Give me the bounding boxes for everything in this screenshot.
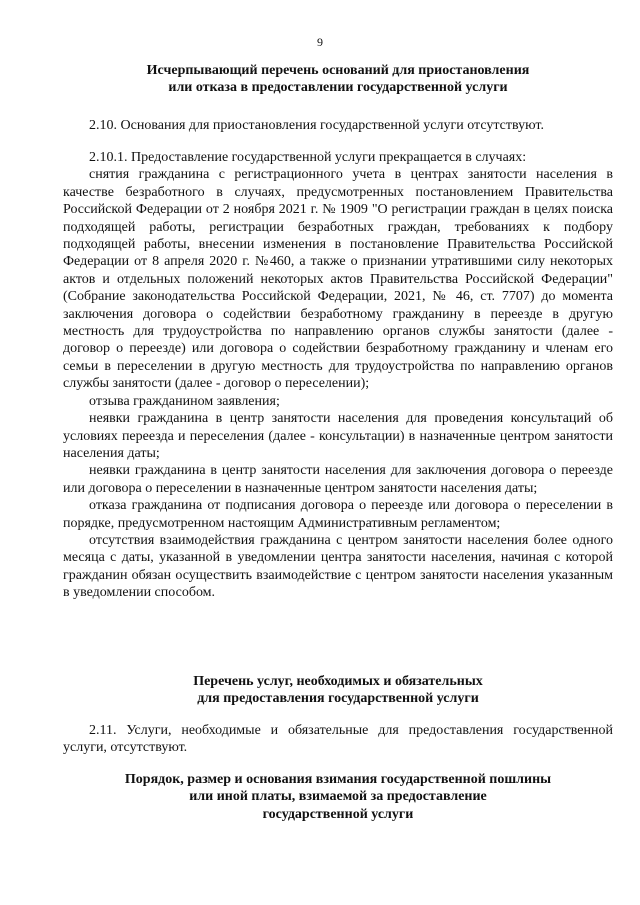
case-item: отзыва гражданином заявления; bbox=[89, 393, 280, 409]
case-item: отсутствия взаимодействия гражданина с центром занятости населения более одного месяца с даты, указанной в уведомлении центра занятости населения, начиная с которой гражданин обязан осуществить взаимодействие с центром занятости населения указанным в уведомлении способом. bbox=[63, 532, 613, 601]
case-item: неявки гражданина в центр занятости населения для проведения консультаций об условиях переезда и переселения (далее - консультации) в назначенные центром занятости населения даты; bbox=[63, 411, 613, 461]
section1-heading bbox=[63, 62, 613, 97]
paragraph-2-10-1-block bbox=[63, 149, 613, 602]
section1-heading-line2: или отказа в предоставлении государственной услуги bbox=[168, 80, 508, 96]
section1-heading-line1: Исчерпывающий перечень оснований для приостановления bbox=[146, 63, 530, 78]
paragraph-2-11-block bbox=[63, 722, 613, 757]
section2-heading bbox=[63, 673, 613, 708]
page-number: 9 bbox=[317, 35, 323, 49]
section3-heading-line3: государственной услуги bbox=[262, 806, 414, 822]
case-item: неявки гражданина в центр занятости населения для заключения договора о переезде или договора о переселении в назначенные центром занятости населения даты; bbox=[63, 463, 613, 496]
paragraph-2-10-1: 2.10.1. Предоставление государственной услуги прекращается в случаях: bbox=[89, 150, 527, 165]
paragraph-2-10: 2.10. Основания для приостановления государственной услуги отсутствуют. bbox=[89, 118, 544, 133]
case-item: отказа гражданина от подписания договора о переезде или договора о переселении в порядке, предусмотренном настоящим Административным регламентом; bbox=[63, 498, 613, 531]
section3-heading-line1: Порядок, размер и основания взимания государственной пошлины bbox=[124, 772, 552, 787]
paragraph-2-10-block bbox=[63, 117, 613, 134]
case-item: снятия гражданина с регистрационного учета в центрах занятости населения в качестве безработного в случаях, предусмотренных постановлением Правительства Российской Федерации от 2 ноября 2021 г. № 1909 "О регистрации граждан в целях поиска подходящей работы, регистрации безработных граждан, требованиях к подбору подходящей работы, внесении изменения в постановление Правительства Российской Федерации от 8 апреля 2020 г. №460, а также о признании утратившими силу некоторых актов и отдельных положений некоторых актов Правительства Российской Федерации" (Собрание законодательства Российской Федерации, 2021, № 46, ст. 7707) до момента заключения договора о содействии безработному гражданину в переезде в другую местность для трудоустройства по направлению органов службы занятости (далее - договор о переезде) или договора о содействии безработному гражданину и членам его семьи в переселении в другую местность для трудоустройства по направлению органов службы занятости (далее - договор о переселении); bbox=[63, 167, 613, 392]
section3-heading-line2: или иной платы, взимаемой за предоставление bbox=[189, 789, 487, 805]
section2-heading-line1: Перечень услуг, необходимых и обязательных bbox=[193, 674, 483, 689]
paragraph-2-11: 2.11. Услуги, необходимые и обязательные для предоставления государственной услуги, отсутствуют. bbox=[63, 723, 613, 756]
section2-heading-line2: для предоставления государственной услуги bbox=[197, 691, 479, 707]
section3-heading bbox=[63, 771, 613, 823]
